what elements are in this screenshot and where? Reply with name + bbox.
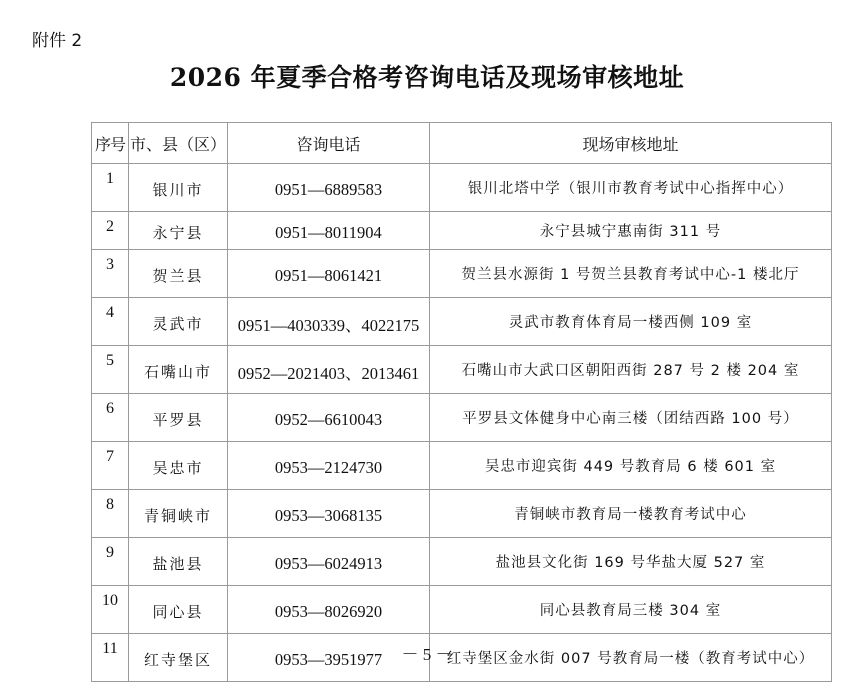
row-phone: 0953—3951977 bbox=[228, 634, 430, 682]
table-row bbox=[92, 394, 832, 442]
header-area: 市、县（区） bbox=[129, 123, 228, 164]
row-number: 11 bbox=[92, 634, 129, 682]
table-row bbox=[92, 442, 832, 490]
table-row bbox=[92, 298, 832, 346]
consultation-table bbox=[91, 122, 832, 682]
row-phone: 0952—6610043 bbox=[228, 394, 430, 442]
row-phone: 0953—3068135 bbox=[228, 490, 430, 538]
row-area: 青铜峡市 bbox=[129, 490, 228, 538]
row-number: 10 bbox=[92, 586, 129, 634]
table-row bbox=[92, 164, 832, 212]
row-address: 永宁县城宁惠南街 311 号 bbox=[430, 212, 832, 250]
row-number: 2 bbox=[92, 212, 129, 250]
table-row bbox=[92, 490, 832, 538]
table-row bbox=[92, 250, 832, 298]
table-row bbox=[92, 538, 832, 586]
row-address: 盐池县文化街 169 号华盐大厦 527 室 bbox=[430, 538, 832, 586]
row-number: 3 bbox=[92, 250, 129, 298]
row-area: 灵武市 bbox=[129, 298, 228, 346]
row-area: 贺兰县 bbox=[129, 250, 228, 298]
row-address: 贺兰县水源街 1 号贺兰县教育考试中心-1 楼北厅 bbox=[430, 250, 832, 298]
page-number: － 5 － bbox=[401, 645, 453, 664]
header-address: 现场审核地址 bbox=[430, 123, 832, 164]
document-title: 2026 年夏季合格考咨询电话及现场审核地址 bbox=[169, 63, 685, 92]
row-address: 青铜峡市教育局一楼教育考试中心 bbox=[430, 490, 832, 538]
row-address: 灵武市教育体育局一楼西侧 109 室 bbox=[430, 298, 832, 346]
row-area: 同心县 bbox=[129, 586, 228, 634]
row-area: 红寺堡区 bbox=[129, 634, 228, 682]
row-phone: 0953—8026920 bbox=[228, 586, 430, 634]
row-phone: 0951—4030339、4022175 bbox=[228, 298, 430, 346]
table-row bbox=[92, 586, 832, 634]
header-phone: 咨询电话 bbox=[228, 123, 430, 164]
row-address: 石嘴山市大武口区朝阳西街 287 号 2 楼 204 室 bbox=[430, 346, 832, 394]
row-number: 8 bbox=[92, 490, 129, 538]
row-phone: 0953—6024913 bbox=[228, 538, 430, 586]
row-number: 5 bbox=[92, 346, 129, 394]
header-serial-number: 序号 bbox=[92, 123, 129, 164]
row-address: 银川北塔中学（银川市教育考试中心指挥中心） bbox=[430, 164, 832, 212]
row-address: 红寺堡区金水街 007 号教育局一楼（教育考试中心） bbox=[430, 634, 832, 682]
row-number: 4 bbox=[92, 298, 129, 346]
row-number: 7 bbox=[92, 442, 129, 490]
table-row bbox=[92, 346, 832, 394]
row-number: 9 bbox=[92, 538, 129, 586]
attachment-label: 附件 2 bbox=[32, 31, 83, 51]
row-number: 1 bbox=[92, 164, 129, 212]
row-address: 平罗县文体健身中心南三楼（团结西路 100 号） bbox=[430, 394, 832, 442]
row-area: 银川市 bbox=[129, 164, 228, 212]
row-address: 吴忠市迎宾街 449 号教育局 6 楼 601 室 bbox=[430, 442, 832, 490]
row-phone: 0953—2124730 bbox=[228, 442, 430, 490]
table-header-row bbox=[92, 123, 832, 164]
row-phone: 0951—6889583 bbox=[228, 164, 430, 212]
row-number: 6 bbox=[92, 394, 129, 442]
row-area: 石嘴山市 bbox=[129, 346, 228, 394]
row-area: 平罗县 bbox=[129, 394, 228, 442]
row-area: 盐池县 bbox=[129, 538, 228, 586]
row-phone: 0951—8011904 bbox=[228, 212, 430, 250]
row-area: 吴忠市 bbox=[129, 442, 228, 490]
row-area: 永宁县 bbox=[129, 212, 228, 250]
table-row bbox=[92, 212, 832, 250]
row-phone: 0952—2021403、2013461 bbox=[228, 346, 430, 394]
row-phone: 0951—8061421 bbox=[228, 250, 430, 298]
row-address: 同心县教育局三楼 304 室 bbox=[430, 586, 832, 634]
